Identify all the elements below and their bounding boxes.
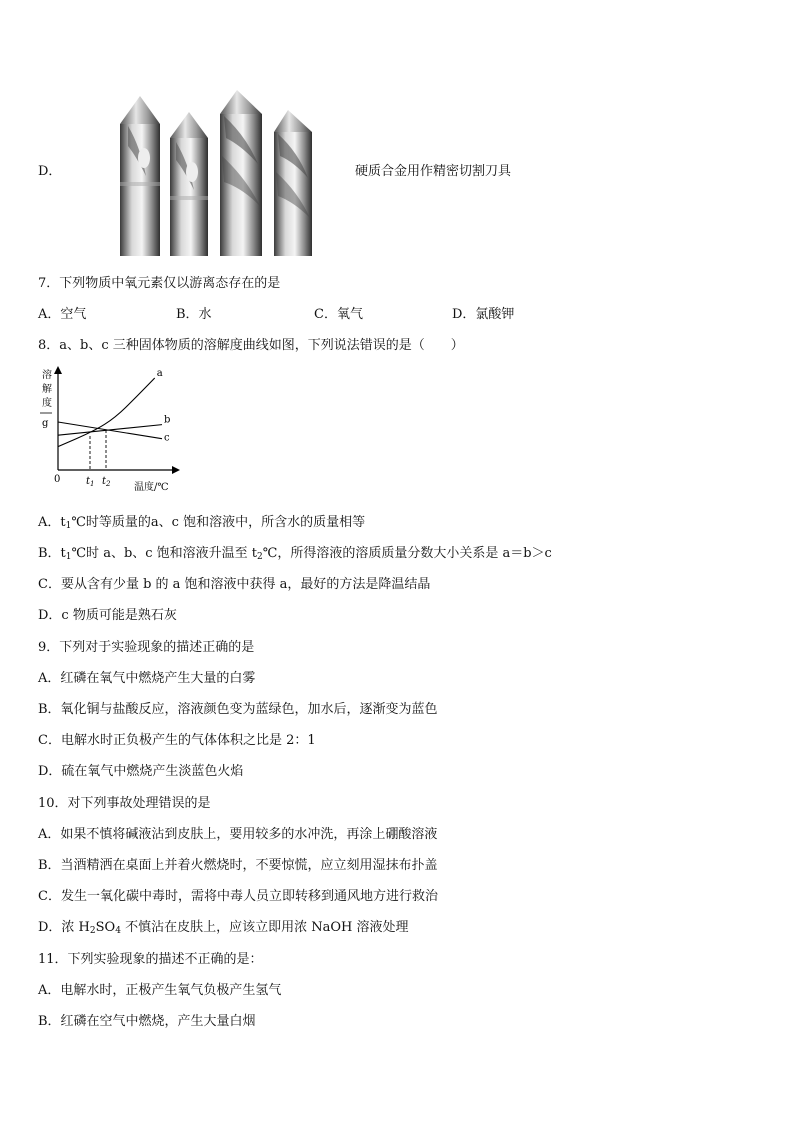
q7-option-a[interactable]: A．空气 xyxy=(38,307,87,322)
q8-a-text-post: ℃时等质量的a、c 饱和溶液中，所含水的质量相等 xyxy=(71,515,366,530)
q8-option-a[interactable] xyxy=(38,511,365,531)
q8-option-c[interactable]: C．要从含有少量 b 的 a 饱和溶液中获得 a，最好的方法是降温结晶 xyxy=(38,577,431,592)
q8-b-text-post: ℃，所得溶液的溶质质量分数大小关系是 a＝b＞c xyxy=(262,546,552,561)
q6-option-d-label: D． xyxy=(38,164,62,179)
series-c-label: c xyxy=(164,432,170,444)
q8-b-text-mid: ℃时 a、b、c 饱和溶液升温至 t xyxy=(71,546,258,561)
q8-b-text-pre: B．t xyxy=(38,546,66,561)
q11-option-b[interactable]: B．红磷在空气中燃烧，产生大量白烟 xyxy=(38,1014,256,1029)
q10-d-text-mid: SO xyxy=(95,920,116,935)
q8-option-b[interactable] xyxy=(38,542,552,562)
q7-stem: 7．下列物质中氧元素仅以游离态存在的是 xyxy=(38,276,281,291)
drill-bit-2 xyxy=(170,112,208,256)
solubility-chart xyxy=(36,366,186,500)
q10-option-a[interactable]: A．如果不慎将碱液沾到皮肤上，要用较多的水冲洗，再涂上硼酸溶液 xyxy=(38,827,438,842)
y-label-char-3: 度 xyxy=(42,398,52,409)
tick-t1: $t_1$ xyxy=(86,476,95,488)
q7-option-d[interactable]: D．氯酸钾 xyxy=(452,307,515,322)
q8-b-sub1: 1 xyxy=(65,552,72,562)
q9-option-c[interactable]: C．电解水时正负极产生的气体体积之比是 2：1 xyxy=(38,733,316,748)
q10-d-sub2: 4 xyxy=(115,926,121,936)
drill-bit-4 xyxy=(274,110,312,256)
y-label-char-2: 解 xyxy=(42,384,52,395)
q9-option-a[interactable]: A．红磷在氧气中燃烧产生大量的白雾 xyxy=(38,671,256,686)
q8-a-sub: 1 xyxy=(65,521,72,531)
q10-d-text-pre: D．浓 H xyxy=(38,920,90,935)
q11-stem: 11．下列实验现象的描述不正确的是： xyxy=(38,952,263,967)
q10-stem: 10．对下列事故处理错误的是 xyxy=(38,796,211,811)
q10-option-c[interactable]: C．发生一氧化碳中毒时，需将中毒人员立即转移到通风地方进行救治 xyxy=(38,889,438,904)
drill-bits-image xyxy=(66,86,358,256)
series-a-label: a xyxy=(156,368,163,379)
origin-label: 0 xyxy=(54,474,61,485)
q11-option-a[interactable]: A．电解水时，正极产生氧气负极产生氢气 xyxy=(38,983,282,998)
q7-option-b[interactable]: B．水 xyxy=(176,307,212,322)
y-label-char-1: 溶 xyxy=(42,370,52,381)
drill-bit-1 xyxy=(120,96,160,256)
q7-option-c[interactable]: C．氧气 xyxy=(314,307,363,322)
y-axis-arrow xyxy=(54,366,62,374)
q10-option-d[interactable] xyxy=(38,916,408,936)
q10-option-b[interactable]: B．当酒精洒在桌面上并着火燃烧时，不要惊慌，应立刻用湿抹布扑盖 xyxy=(38,858,438,873)
q9-option-b[interactable]: B．氧化铜与盐酸反应，溶液颜色变为蓝绿色，加水后，逐渐变为蓝色 xyxy=(38,702,438,717)
q8-stem: 8．a、b、c 三种固体物质的溶解度曲线如图，下列说法错误的是（ ） xyxy=(38,338,464,353)
q8-option-d[interactable]: D．c 物质可能是熟石灰 xyxy=(38,608,177,623)
series-c-curve xyxy=(58,422,162,439)
series-layer xyxy=(58,368,170,447)
q9-stem: 9．下列对于实验现象的描述正确的是 xyxy=(38,640,255,655)
q8-a-text-pre: A．t xyxy=(38,515,66,530)
x-axis-label: 温度/℃ xyxy=(134,482,169,493)
q9-option-d[interactable]: D．硫在氧气中燃烧产生淡蓝色火焰 xyxy=(38,764,244,779)
x-axis-arrow xyxy=(172,466,180,474)
series-b-label: b xyxy=(164,414,171,426)
q6-option-d-caption: 硬质合金用作精密切割刀具 xyxy=(355,164,512,179)
q10-d-text-post: 不慎沾在皮肤上，应该立即用浓 NaOH 溶液处理 xyxy=(120,920,409,935)
drill-bit-3 xyxy=(220,90,262,256)
tick-t2: $t_2$ xyxy=(102,476,111,488)
y-label-char-4: g xyxy=(42,418,49,429)
q8-b-sub2: 2 xyxy=(257,552,263,562)
q10-d-sub1: 2 xyxy=(89,926,96,936)
